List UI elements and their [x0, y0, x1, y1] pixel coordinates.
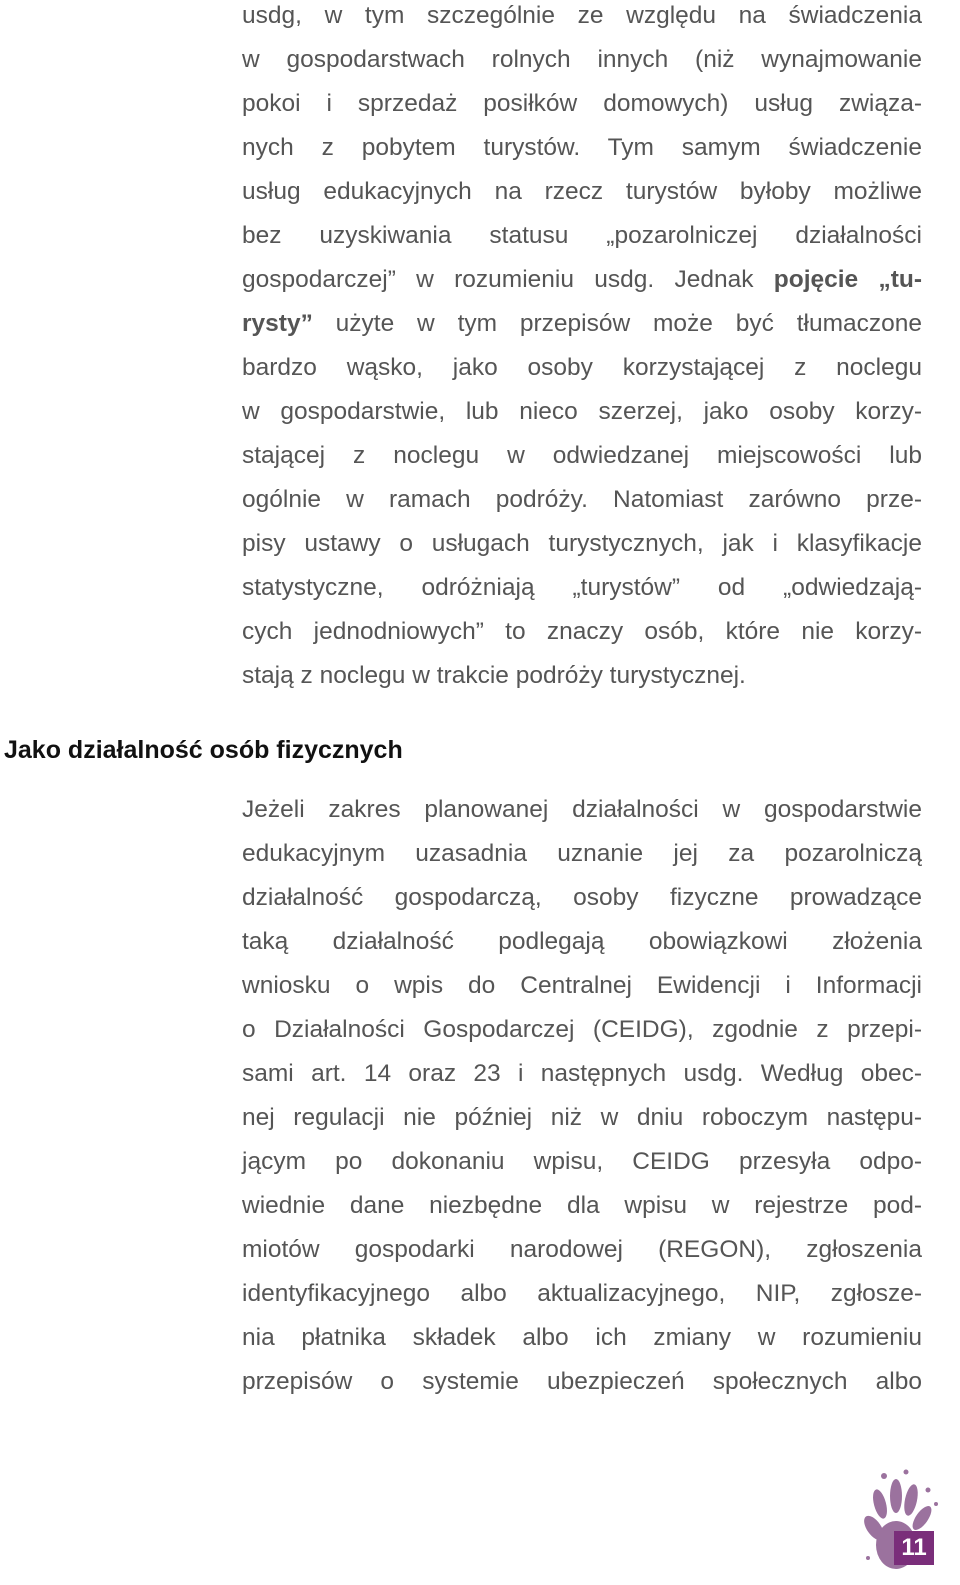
section-heading: Jako działalność osób fizycznych: [4, 736, 403, 764]
text-line: w gospodarstwach rolnych innych (niż wynajmowanie: [242, 46, 922, 73]
text-line: przepisów o systemie ubezpieczeń społecznych albo: [242, 1368, 922, 1395]
text-line: stającej z noclegu w odwiedzanej miejscowości lub: [242, 442, 922, 469]
text-line: nych z pobytem turystów. Tym samym świadczenie: [242, 134, 922, 161]
text-line: Jeżeli zakres planowanej działalności w gospodarstwie: [242, 796, 922, 823]
text-line: jącym po dokonaniu wpisu, CEIDG przesyła odpo-: [242, 1148, 922, 1175]
text-line: nia płatnika składek albo ich zmiany w rozumieniu: [242, 1324, 922, 1351]
text-line: o Działalności Gospodarczej (CEIDG), zgodnie z przepi-: [242, 1016, 922, 1043]
text-line: wniosku o wpis do Centralnej Ewidencji i Informacji: [242, 972, 922, 999]
text-line: stają z noclegu w trakcie podróży turystycznej.: [242, 662, 746, 689]
text-line: taką działalność podlegają obowiązkowi złożenia: [242, 928, 922, 955]
text-line: wiednie dane niezbędne dla wpisu w rejestrze pod-: [242, 1192, 922, 1219]
bold-term: pojęcie „tu-: [773, 266, 923, 293]
text-line: edukacyjnym uzasadnia uznanie jej za pozarolniczą: [242, 840, 922, 867]
text-line: pisy ustawy o usługach turystycznych, jak i klasyfikacje: [242, 530, 922, 557]
text-line: sami art. 14 oraz 23 i następnych usdg. Według obec-: [242, 1060, 922, 1087]
text-line: cych jednodniowych” to znaczy osób, które nie korzy-: [242, 618, 922, 645]
text-line: ogólnie w ramach podróży. Natomiast zarówno prze-: [242, 486, 922, 513]
text-line: działalność gospodarczą, osoby fizyczne prowadzące: [242, 884, 922, 911]
text-line: [242, 258, 922, 302]
text-line: bez uzyskiwania statusu „pozarolniczej działalności: [242, 222, 922, 249]
text-segment: użyte w tym przepisów może być tłumaczone: [335, 310, 922, 337]
text-line: statystyczne, odróżniają „turystów” od „odwiedzają-: [242, 574, 922, 601]
text-segment: gospodarczej” w rozumieniu usdg. Jednak: [242, 266, 774, 293]
text-line: usdg, w tym szczególnie ze względu na świadczenia: [242, 2, 922, 29]
text-line: pokoi i sprzedaż posiłków domowych) usług związa-: [242, 90, 922, 117]
page-number: 11: [894, 1531, 934, 1565]
text-line: w gospodarstwie, lub nieco szerzej, jako osoby korzy-: [242, 398, 922, 425]
text-line: nej regulacji nie później niż w dniu roboczym następu-: [242, 1104, 922, 1131]
text-line: bardzo wąsko, jako osoby korzystającej z noclegu: [242, 354, 922, 381]
text-line: miotów gospodarki narodowej (REGON), zgłoszenia: [242, 1236, 922, 1263]
bold-term: rysty”: [242, 310, 313, 337]
text-line: identyfikacyjnego albo aktualizacyjnego, NIP, zgłosze-: [242, 1280, 922, 1307]
text-line: usług edukacyjnych na rzecz turystów byłoby możliwe: [242, 178, 922, 205]
text-line: [242, 302, 922, 346]
